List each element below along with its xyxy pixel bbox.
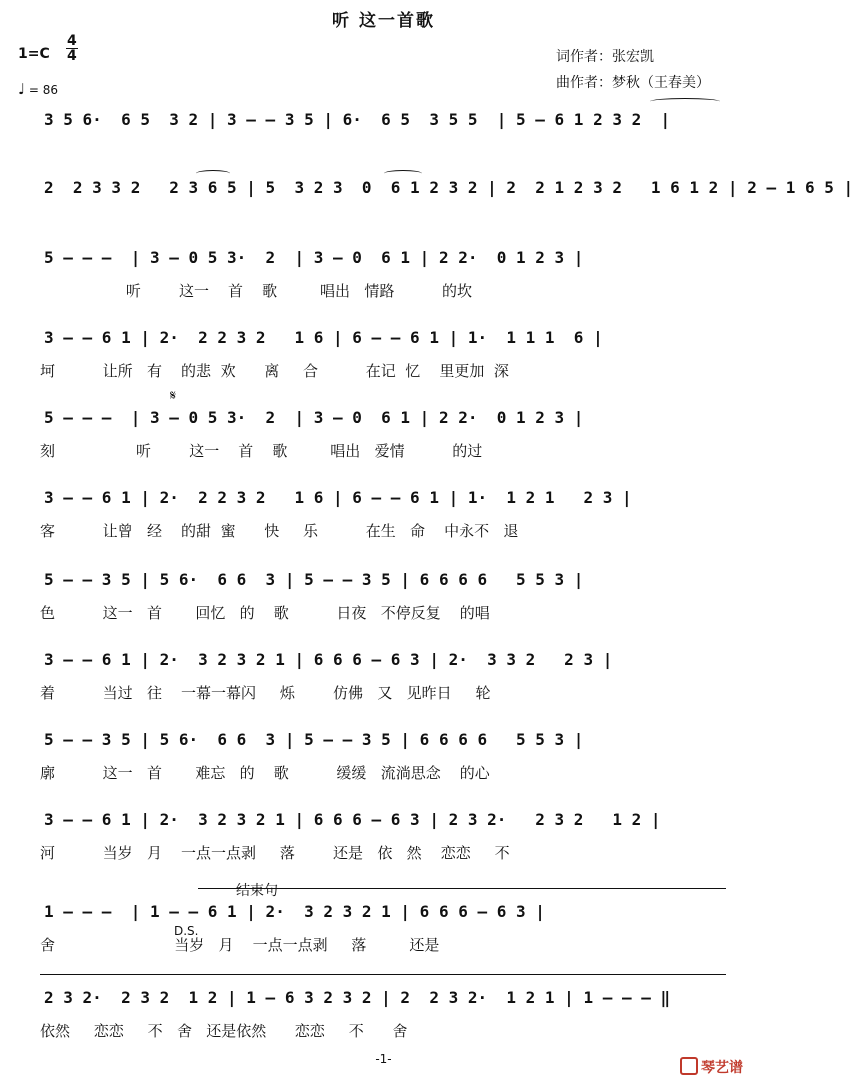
score-row <box>0 176 853 256</box>
ending-line <box>40 974 726 975</box>
logo-icon <box>680 1057 698 1075</box>
lyric-line: 廓 这一 首 难忘 的 歌 缓缓 流淌思念 的心 <box>40 764 490 782</box>
notation-line: 3 5 6· 6 5 3 2 | 3 — — 3 5 | 6· 6 5 3 5 5 | 5 — 6 1 2 3 2 | <box>44 110 671 129</box>
score-row <box>0 486 767 566</box>
lyric-line: 坷 让所 有 的悲 欢 离 合 在记 忆 里更加 深 <box>40 362 509 380</box>
lyric-line <box>40 210 740 232</box>
credits <box>556 44 710 96</box>
quarter-note-icon: ♩ <box>18 80 26 98</box>
ds-mark: D.S. <box>174 924 199 938</box>
lyric-line: 河 当岁 月 一点一点剥 落 还是 依 然 恋恋 不 <box>40 844 510 862</box>
score-row <box>0 246 767 326</box>
score-row <box>0 900 767 980</box>
meter-top: 4 <box>67 33 77 49</box>
tempo-value: = 86 <box>28 83 59 97</box>
score-row <box>0 648 767 728</box>
lyricist-credit: 词作者：张宏凯 <box>556 49 654 65</box>
notation-line: 5 — — — | 3 — 0 5 3· 2 | 3 — 0 6 1 | 2 2· 0 1 2 3 | <box>44 408 584 427</box>
notation-line: 5 — — 3 5 | 5 6· 6 6 3 | 5 — — 3 5 | 6 6 6 6 5 5 3 | <box>44 730 584 749</box>
lyric-line: 依然 恋恋 不 舍 还是依然 恋恋 不 舍 <box>40 1022 408 1040</box>
lyric-line: 听 这一 首 歌 唱出 情路 的坎 <box>40 282 473 300</box>
notation-line: 3 — — 6 1 | 2· 3 2 3 2 1 | 6 6 6 — 6 3 | 2· 3 3 2 2 3 | <box>44 650 613 669</box>
notation-line: 3 — — 6 1 | 2· 2 2 3 2 1 6 | 6 — — 6 1 | 1· 1 2 1 2 3 | <box>44 488 632 507</box>
notation-line: 3 — — 6 1 | 2· 3 2 3 2 1 | 6 6 6 — 6 3 | 2 3 2· 2 3 2 1 2 | <box>44 810 661 829</box>
notation-line: 2 2 3 3 2 2 3 6 5 | 5 3 2 3 0 6 1 2 3 2 | 2 2 1 2 3 2 1 6 1 2 | 2 — 1 6 5 | <box>44 178 853 197</box>
time-signature <box>66 34 78 63</box>
notation-line: 1 — — — | 1 — — 6 1 | 2· 3 2 3 2 1 | 6 6 6 — 6 3 | <box>44 902 545 921</box>
logo-text: 琴艺谱 <box>701 1060 743 1076</box>
notation-line: 2 3 2· 2 3 2 1 2 | 1 — 6 3 2 3 2 | 2 2 3 2· 1 2 1 | 1 — — — ‖ <box>44 988 671 1007</box>
ending-label: 结束句 <box>236 883 278 899</box>
segno-icon: 𝄋 <box>170 388 177 404</box>
notation-line: 5 — — — | 3 — 0 5 3· 2 | 3 — 0 6 1 | 2 2· 0 1 2 3 | <box>44 248 584 267</box>
tempo-mark <box>18 80 58 98</box>
lyric-line: 色 这一 首 回忆 的 歌 日夜 不停反复 的唱 <box>40 604 490 622</box>
lyric-line: 客 让曾 经 的甜 蜜 快 乐 在生 命 中永不 退 <box>40 522 519 540</box>
slur <box>196 170 230 177</box>
site-logo <box>680 1057 743 1077</box>
song-title: 听 这一首歌 <box>332 11 435 31</box>
page-number: -1- <box>375 1052 392 1066</box>
lyric-line <box>40 142 740 164</box>
lyric-line: 刻 听 这一 首 歌 唱出 爱情 的过 <box>40 442 483 460</box>
score-row <box>0 326 767 406</box>
lyric-line: 着 当过 往 一幕一幕闪 烁 仿佛 又 见昨日 轮 <box>40 684 491 702</box>
lyric-line: 舍 当岁 月 一点一点剥 落 还是 <box>40 936 440 954</box>
score-row <box>0 728 767 808</box>
meter-bottom: 4 <box>67 48 77 64</box>
notation-line: 5 — — 3 5 | 5 6· 6 6 3 | 5 — — 3 5 | 6 6 6 6 5 5 3 | <box>44 570 584 589</box>
slur <box>384 170 422 177</box>
slur <box>650 98 720 105</box>
notation-line: 3 — — 6 1 | 2· 2 2 3 2 1 6 | 6 — — 6 1 | 1· 1 1 1 6 | <box>44 328 603 347</box>
score-row <box>0 568 767 648</box>
composer-credit: 曲作者：梦秋（王春美） <box>556 75 710 91</box>
score-row <box>0 406 767 486</box>
key-signature: 1=C <box>18 46 50 62</box>
score-row <box>0 808 767 888</box>
ending-bracket <box>198 888 726 889</box>
